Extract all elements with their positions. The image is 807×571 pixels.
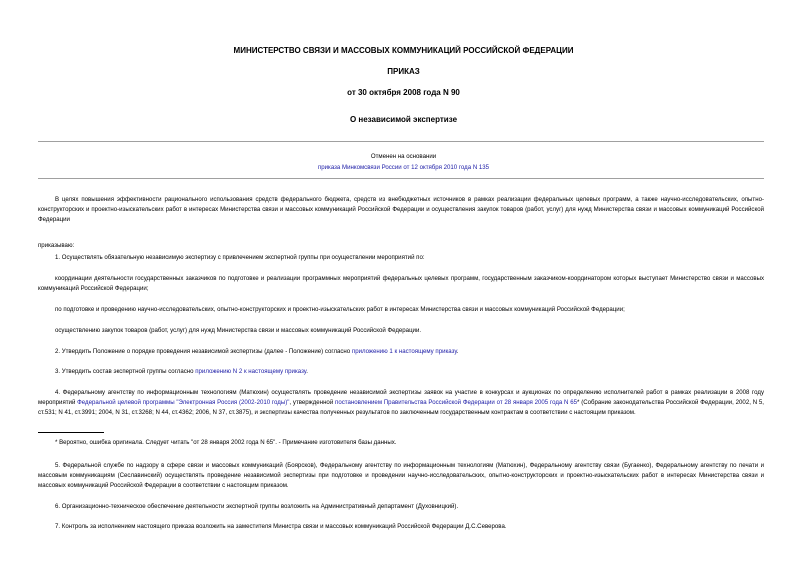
- item-3-link[interactable]: приложению N 2 к настоящему приказу: [195, 368, 307, 375]
- item-4-link-program[interactable]: Федеральной целевой программы "Электронная Россия (2002-2010 годы)": [77, 399, 290, 407]
- item-2: [38, 347, 764, 357]
- item-1-a: координации деятельности государственных заказчиков по подготовке и реализации программных мероприятий федеральных целевых программ, государственным заказчиком-координатором которых выступает Министерство связи и массовых коммуникаций Российской Федерации;: [38, 275, 764, 293]
- item-3: [38, 367, 764, 377]
- item-5: 5. Федеральной службе по надзору в сфере связи и массовых коммуникаций (Боярсков), Федеральному агентству по информационным технологиям (Матюхин), Федеральному агентству связи (Бугаенко), Федеральному агентству по печати и массовым коммуникациям (Сеславинский) осуществлять проведение независимой экспертизы при подготовке и проведении научно-исследовательских, опытно-конструкторских и проектно-изыскательских работ в интересах Министерства связи и массовых коммуникаций Российской Федерации в соответствии с настоящим приказом.: [38, 462, 764, 490]
- footnote: * Вероятно, ошибка оригинала. Следует читать "от 28 января 2002 года N 65". - Примечание изготовителя базы данных.: [55, 439, 397, 446]
- item-4: [38, 388, 764, 419]
- item-2-link[interactable]: приложению 1 к настоящему приказу: [351, 348, 457, 355]
- item-2-end: .: [456, 348, 459, 355]
- item-7: 7. Контроль за исполнением настоящего приказа возложить на заместителя Министра связи и массовых коммуникаций Российской Федерации Д.С.Северова.: [55, 523, 507, 530]
- top-divider: [38, 141, 764, 142]
- item-4-text-c: * (Собрание законодательства Российской Федерации, 2002, N 5, ст.531; N 41, ст.3991; 2004, N 31, ст.3268; N 44, ст.4362; 2006, N 37, ст.3875), и экспертизы качества полученных результатов по заключенным государственным контрактам в соответствии с настоящим приказом.: [38, 399, 764, 417]
- doc-type-title: ПРИКАЗ: [387, 67, 420, 76]
- item-1-c: осуществлению закупок товаров (работ, услуг) для нужд Министерства связи и массовых коммуникаций Российской Федерации.: [55, 327, 422, 334]
- order-word: приказываю:: [38, 242, 75, 249]
- footnote-divider: [38, 432, 104, 433]
- ministry-title: МИНИСТЕРСТВО СВЯЗИ И МАССОВЫХ КОММУНИКАЦИЙ РОССИЙСКОЙ ФЕДЕРАЦИИ: [233, 46, 574, 55]
- item-3-end: .: [306, 368, 308, 375]
- date-number: от 30 октября 2008 года N 90: [347, 88, 460, 97]
- item-1-b: по подготовке и проведению научно-исследовательских, опытно-конструкторских и проектно-изыскательских работ в интересах Министерства связи и массовых коммуникаций Российской Федерации;: [55, 306, 625, 313]
- item-6: 6. Организационно-техническое обеспечение деятельности экспертной группы возложить на Административный департамент (Духовницкий).: [55, 503, 459, 510]
- item-1: 1. Осуществлять обязательную независимую экспертизу с привлечением экспертной группы при осуществлении мероприятий по:: [55, 254, 425, 261]
- item-4-text-a: 4. Федеральному агентству по информационным технологиям (Матюхин) осуществлять проведение независимой экспертизы заявок на участие в конкурсах и аукционах по определению исполнителей работ в рамках реализации в 2008 году мероприятий: [38, 389, 764, 407]
- subject-title: О независимой экспертизе: [349, 115, 458, 124]
- cancel-note-text: Отменен на основании: [370, 153, 437, 160]
- cancel-note-link[interactable]: приказа Минкомсвязи России от 12 октября 2010 года N 135: [317, 164, 490, 171]
- preamble: В целях повышения эффективности рационального использования средств федерального бюджета, средств из внебюджетных источников в рамках реализации федеральных целевых программ, а также научно-исследовательских, опытно-конструкторских и проектно-изыскательских работ в интересах Министерства связи и массовых коммуникаций Российской Федерации и осуществления закупок товаров (работ, услуг) для нужд Министерства связи и массовых коммуникаций Российской Федерации: [38, 196, 764, 224]
- item-2-text: 2. Утвердить Положение о порядке проведения независимой экспертизы (далее - Положение) согласно: [55, 348, 352, 355]
- item-4-text-b: , утвержденной: [289, 399, 336, 407]
- bottom-divider: [38, 178, 764, 179]
- item-4-link-decree[interactable]: постановлением Правительства Российской Федерации от 28 января 2005 года N 65: [335, 399, 578, 407]
- item-3-text: 3. Утвердить состав экспертной группы согласно: [55, 368, 196, 375]
